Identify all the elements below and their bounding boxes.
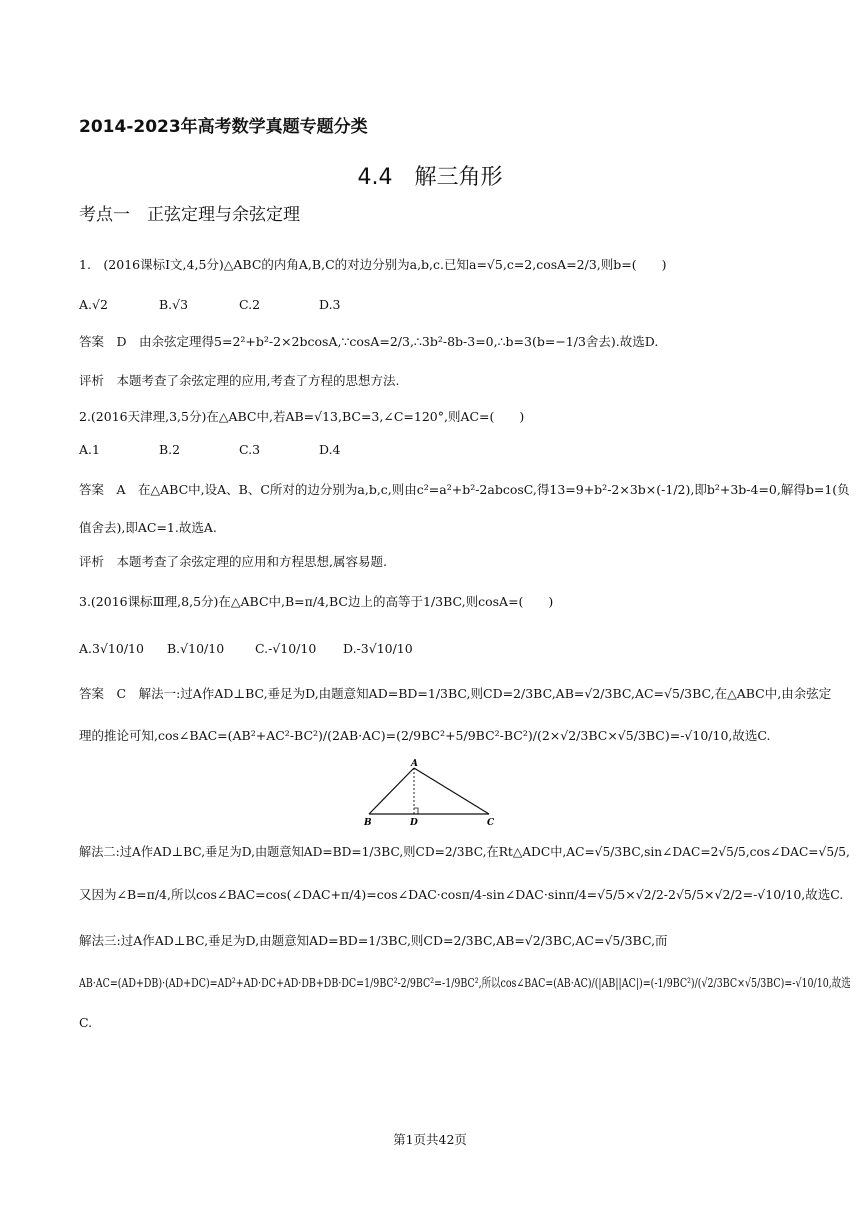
q3-answer-line2: 理的推论可知,cos∠BAC=(AB²+AC²-BC²)/(2AB·AC)=(2/9BC²+5/9BC²-BC²)/(2×√2/3BC×√5/3BC)=-√10/10,故选C. — [79, 728, 771, 743]
q1-analysis: 评析 本题考查了余弦定理的应用,考查了方程的思想方法. — [79, 373, 400, 388]
label-b: B — [364, 818, 372, 826]
q1-stem: 1. (2016课标Ⅰ文,4,5分)△ABC的内角A,B,C的对边分别为a,b,c.已知a=√5,c=2,cosA=2/3,则b=( ) — [79, 257, 667, 272]
q3-method3-line2: AB·AC=(AD+DB)·(AD+DC)=AD²+AD·DC+AD·DB+DB·DC=1/9BC²-2/9BC²=-1/9BC²,所以cos∠BAC=(AB·AC)/(|AB||AC|)=(-1/9BC²)/(√2/3BC×√5/3BC)=-√10/10,故选 — [79, 975, 851, 990]
q3-option-d: D.-3√10/10 — [343, 641, 413, 656]
q1-option-c: C.2 — [239, 297, 261, 312]
q3-method2-line1: 解法二:过A作AD⊥BC,垂足为D,由题意知AD=BD=1/3BC,则CD=2/3BC,在Rt△ADC中,AC=√5/3BC,sin∠DAC=2√5/5,cos∠DAC=√5/5, — [79, 844, 850, 859]
q1-option-a: A.√2 — [79, 297, 108, 312]
q3-method3-line1: 解法三:过A作AD⊥BC,垂足为D,由题意知AD=BD=1/3BC,则CD=2/3BC,AB=√2/3BC,AC=√5/3BC,而 — [79, 933, 668, 948]
q2-answer-line1: 答案 A 在△ABC中,设A、B、C所对的边分别为a,b,c,则由c²=a²+b²-2abcosC,得13=9+b²-2×3b×(-1/2),即b²+3b-4=0,解得b=1(负 — [79, 482, 850, 497]
chapter-title: 4.4 解三角形 — [357, 165, 503, 190]
q3-method3-line3: C. — [79, 1015, 93, 1030]
label-a: A — [411, 759, 418, 769]
q3-method2-line2: 又因为∠B=π/4,所以cos∠BAC=cos(∠DAC+π/4)=cos∠DAC·cosπ/4-sin∠DAC·sinπ/4=√5/5×√2/2-2√5/5×√2/2=-√10/10,故选C. — [79, 887, 844, 902]
q2-analysis: 评析 本题考查了余弦定理的应用和方程思想,属容易题. — [79, 554, 387, 569]
q3-stem: 3.(2016课标Ⅲ理,8,5分)在△ABC中,B=π/4,BC边上的高等于1/3BC,则cosA=( ) — [79, 594, 554, 609]
section-heading: 考点一 正弦定理与余弦定理 — [79, 205, 300, 225]
q2-option-a: A.1 — [79, 442, 100, 457]
right-angle-mark — [414, 808, 418, 814]
label-d: D — [410, 818, 418, 826]
q1-option-b: B.√3 — [159, 297, 189, 312]
q2-stem: 2.(2016天津理,3,5分)在△ABC中,若AB=√13,BC=3,∠C=120°,则AC=( ) — [79, 409, 525, 424]
page-footer: 第1页共42页 — [393, 1132, 467, 1147]
q2-option-d: D.4 — [319, 442, 341, 457]
q2-options — [79, 441, 399, 459]
q1-options — [79, 296, 399, 314]
side-ab — [369, 768, 414, 814]
side-ac — [414, 768, 489, 814]
q2-answer-line2: 值舍去),即AC=1.故选A. — [79, 520, 217, 535]
series-title: 2014-2023年高考数学真题专题分类 — [79, 117, 368, 137]
q3-options — [79, 640, 431, 658]
q3-option-c: C.-√10/10 — [255, 641, 317, 656]
q3-option-a: A.3√10/10 — [79, 641, 144, 656]
q3-answer-line1: 答案 C 解法一:过A作AD⊥BC,垂足为D,由题意知AD=BD=1/3BC,则CD=2/3BC,AB=√2/3BC,AC=√5/3BC,在△ABC中,由余弦定 — [79, 686, 832, 701]
triangle-figure — [362, 758, 502, 826]
label-c: C — [487, 818, 495, 826]
q2-option-c: C.3 — [239, 442, 261, 457]
q1-answer: 答案 D 由余弦定理得5=2²+b²-2×2bcosA,∵cosA=2/3,∴3b²-8b-3=0,∴b=3(b=−1/3舍去).故选D. — [79, 334, 659, 349]
q2-option-b: B.2 — [159, 442, 181, 457]
q3-option-b: B.√10/10 — [167, 641, 225, 656]
q1-option-d: D.3 — [319, 297, 341, 312]
